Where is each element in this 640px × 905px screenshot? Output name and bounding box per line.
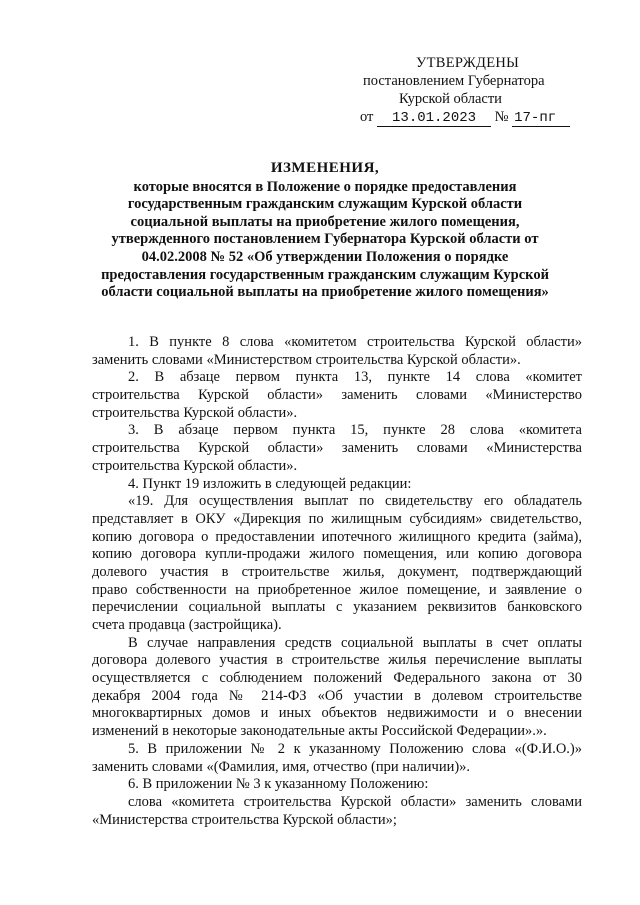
body-line: заменить словами «Министерством строительства Курской области». bbox=[92, 351, 521, 368]
body-line: слова «комитета строительства Курской области» заменить словами bbox=[128, 793, 582, 810]
body-line: право собственности на приобретенное жилое помещение, и заявление о bbox=[92, 581, 582, 598]
body-line: декабря 2004 года № 214-ФЗ «Об участии в долевом строительстве bbox=[92, 687, 582, 704]
heading-line: которые вносятся в Положение о порядке предоставления bbox=[133, 178, 517, 195]
body-line: строительства Курской области». bbox=[92, 404, 298, 421]
document-title: ИЗМЕНЕНИЯ, bbox=[270, 160, 380, 176]
body-line: В случае направления средств социальной выплаты в счет оплаты bbox=[128, 634, 582, 651]
body-line: заменить словами «(Фамилия, имя, отчество (при наличии)». bbox=[92, 758, 471, 775]
body-line: многоквартирных домов и иных объектов недвижимости и о внесении bbox=[92, 705, 582, 722]
body-line: 2. В абзаце первом пункта 13, пункте 14 слова «комитет bbox=[128, 369, 582, 386]
body-line: 6. В приложении № 3 к указанному Положению: bbox=[128, 776, 429, 793]
body-line: копию договора купли-продажи жилого помещения, или копию договора bbox=[92, 546, 582, 563]
body-line: копию договора о предоставлении ипотечного жилищного кредита (займа), bbox=[92, 528, 582, 545]
approval-title: УТВЕРЖДЕНЫ bbox=[416, 55, 520, 71]
heading-line: утвержденного постановлением Губернатора Курской области от bbox=[111, 231, 539, 248]
heading-line: предоставления государственным гражданским служащим Курской bbox=[101, 266, 549, 283]
approval-date: 13.01.2023 bbox=[377, 111, 491, 127]
body-line: перечислении социальной выплаты с указанием реквизитов банковского bbox=[92, 599, 582, 616]
body-line: осуществляется с соблюдением положений Федерального закона от 30 bbox=[92, 670, 582, 687]
body-line: «19. Для осуществления выплат по свидетельству его обладатель bbox=[128, 493, 582, 510]
body-line: договора долевого участия в строительстве жилья перечисление выплаты bbox=[92, 652, 582, 669]
body-line: строительства Курской области» заменить словами «Министерства bbox=[92, 440, 582, 457]
from-label: от bbox=[360, 109, 374, 125]
heading-line: 04.02.2008 № 52 «Об утверждении Положения о порядке bbox=[141, 248, 509, 265]
body-line: счета продавца (застройщика). bbox=[92, 617, 282, 633]
heading-line: социальной выплаты на приобретение жилого помещения, bbox=[130, 213, 520, 230]
body-line: представляет в ОКУ «Дирекция по жилищным субсидиям» свидетельство, bbox=[92, 510, 582, 527]
body-line: 3. В абзаце первом пункта 15, пункте 28 слова «комитета bbox=[128, 422, 582, 439]
approval-line-2: постановлением Губернатора bbox=[363, 73, 545, 89]
number-label: № bbox=[494, 109, 509, 125]
document-body bbox=[92, 334, 582, 829]
document-subtitle bbox=[60, 179, 590, 302]
body-line: изменений в некоторые законодательные акты Российской Федерации».». bbox=[92, 723, 547, 740]
approval-stamp bbox=[350, 54, 590, 127]
approval-number: 17-пг bbox=[512, 111, 570, 127]
document-heading bbox=[60, 160, 590, 302]
body-line: 4. Пункт 19 изложить в следующей редакции: bbox=[128, 475, 412, 492]
body-line: 5. В приложении № 2 к указанному Положению слова «(Ф.И.О.)» bbox=[128, 740, 582, 757]
body-line: строительства Курской области». bbox=[92, 457, 298, 474]
body-line: 1. В пункте 8 слова «комитетом строительства Курской области» bbox=[128, 334, 582, 350]
approval-date-line bbox=[350, 108, 590, 127]
body-line: долевого участия в строительстве жилья, документ, подтверждающий bbox=[92, 563, 582, 580]
heading-line: области социальной выплаты на приобретение жилого помещения» bbox=[101, 284, 549, 301]
body-line: строительства Курской области» заменить словами «Министерство bbox=[92, 387, 582, 404]
heading-line: государственным гражданским служащим Курской области bbox=[127, 196, 523, 213]
body-line: «Министерства строительства Курской области»; bbox=[92, 811, 397, 828]
approval-line-3: Курской области bbox=[399, 91, 502, 107]
